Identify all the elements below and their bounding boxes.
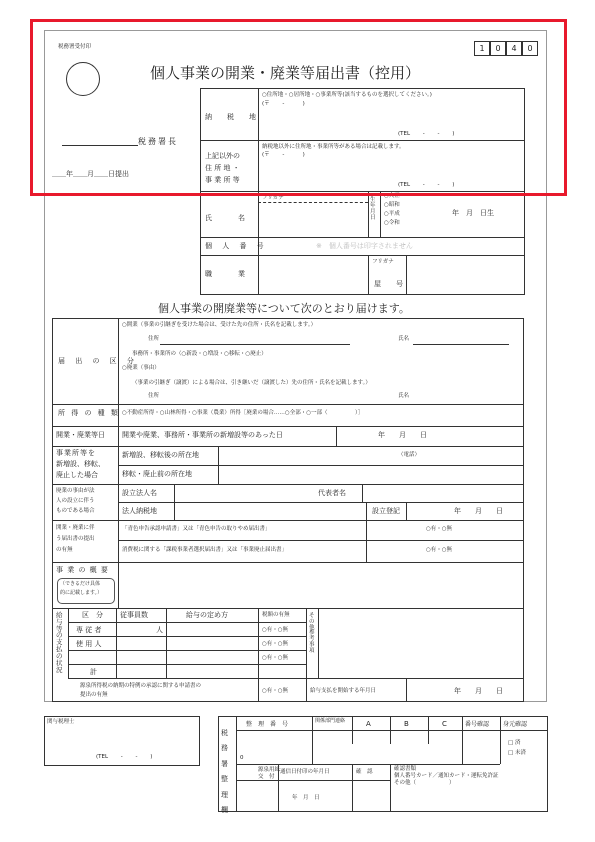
- kyuyo-row-total: 計: [90, 668, 97, 676]
- row-divider: [52, 608, 524, 609]
- mimoto-zumi-checkbox[interactable]: □ 済: [508, 740, 521, 746]
- tsushin-date-label: 通信日付印の年月日: [280, 769, 330, 775]
- setsuritsu-label: 設立登記: [372, 507, 400, 515]
- col-divider: [118, 562, 119, 608]
- aoiro-yes-no[interactable]: ○有・○無: [426, 526, 453, 532]
- row-divider: [68, 636, 306, 637]
- col-divider: [68, 608, 69, 678]
- gaiyo-label: 事 業 の 概 要: [56, 566, 109, 574]
- mynumber-note: ※ 個人番号は印字されません: [316, 242, 413, 250]
- hojin-label-3: ものである場合: [56, 508, 95, 514]
- tsushin-ymd[interactable]: 年 月 日: [292, 795, 320, 801]
- birth-label: 生年月日: [370, 197, 376, 222]
- submission-date: ＿＿年＿＿月＿＿日提出: [52, 170, 129, 178]
- mimoto-kakunin-label: 身元確認: [503, 721, 528, 728]
- other-address-label-1: 上記以外の: [205, 152, 240, 160]
- payment-start-label: 給与支払を開始する年月日: [310, 688, 377, 694]
- old-location-label: 移転・廃止前の所在地: [122, 470, 192, 478]
- other-address-label-2: 住 所 地 ・: [205, 164, 240, 172]
- row-divider: [52, 404, 524, 405]
- mynumber-label: 個 人 番 号: [205, 242, 268, 250]
- doc-number-digit: 4: [506, 41, 522, 56]
- furigana-divider: [258, 202, 368, 203]
- era-reiwa[interactable]: ○令和: [384, 220, 400, 226]
- kyuyo-row-shiyonin-tax[interactable]: ○有・○無: [262, 641, 289, 647]
- kyuyo-col-count: 従事員数: [120, 611, 148, 619]
- era-taisho[interactable]: ○大正: [384, 193, 400, 199]
- shohi-yes-no[interactable]: ○有・○無: [426, 547, 453, 553]
- gensen-label-1: 源泉所得税の納期の特例の承認に関する申請書の: [80, 683, 202, 689]
- era-heisei[interactable]: ○平成: [384, 211, 400, 217]
- col-divider: [118, 520, 119, 562]
- row-divider: [236, 730, 548, 731]
- kaigyo-address-label: 住所: [148, 336, 160, 342]
- aoiro-label: 「青色申告承認申請書」又は「青色申告の取りやめ届出書」: [122, 526, 271, 532]
- col-c-label: C: [442, 720, 447, 728]
- date-note: 開業や廃業、事務所・事業所の新増設等のあった日: [122, 431, 283, 439]
- col-divider: [118, 426, 119, 446]
- col-divider: [312, 716, 313, 764]
- shohi-label: 消費税に関する「課税事業者選択届出書」又は「事業廃止届出書」: [122, 547, 288, 553]
- row-divider: [200, 255, 525, 256]
- col-divider: [306, 608, 307, 678]
- office-change-option[interactable]: 事務所・事業所の（○新設・○増設・○移転・○廃止）: [132, 351, 267, 357]
- gaiyo-note-1: （できるだけ具体: [60, 581, 101, 587]
- col-divider: [500, 716, 501, 764]
- yago-label: 屋 号: [374, 280, 407, 288]
- kankei-bumon-label: 関係部門連絡: [315, 718, 346, 724]
- nozeichi-tel[interactable]: (TEL ‐ ‐ ): [398, 131, 455, 137]
- row-divider: [52, 446, 524, 447]
- col-divider: [336, 426, 337, 446]
- setsuritsu-ymd[interactable]: 年 月 日: [454, 507, 503, 515]
- hojin-nozeichi-label: 法人納税地: [122, 507, 157, 515]
- shinkoku-label-2: 交 付: [258, 774, 275, 780]
- highlight-box: [30, 19, 567, 196]
- kyuyo-row-blank-tax[interactable]: ○有・○無: [262, 655, 289, 661]
- birth-ymd[interactable]: 年 月 日生: [452, 209, 494, 217]
- kakunin-label: 確 認: [356, 769, 373, 775]
- col-divider: [366, 502, 367, 520]
- bango-kakunin-label: 番号確認: [465, 721, 490, 728]
- shinkoku-label-1: 源泉用紙: [258, 767, 281, 773]
- shotoku-options[interactable]: ○不動産所得・○山林所得・○事業（農業）所得［廃業の場合……○全部・○一部（ ）］: [122, 410, 364, 416]
- mimoto-mizumi-checkbox[interactable]: □ 未済: [508, 750, 526, 756]
- new-location-phone[interactable]: （電話）: [398, 452, 421, 458]
- other-address-label-3: 事 業 所 等: [205, 176, 240, 184]
- col-divider: [462, 716, 463, 764]
- col-divider: [406, 678, 407, 702]
- row-divider: [200, 237, 525, 238]
- hojin-name-label: 設立法人名: [122, 489, 157, 497]
- birth-divider: [380, 191, 381, 237]
- kyuyo-side-label: 給与等の支払の状況: [56, 611, 63, 674]
- other-address-postal[interactable]: (〒 ‐ ): [262, 152, 305, 158]
- col-divider: [306, 678, 307, 702]
- gaiyo-note-2: 的に記載します。）: [60, 590, 103, 596]
- seiri-bango-label: 整 理 番 号: [246, 721, 289, 728]
- row-divider: [68, 650, 306, 651]
- row-divider: [68, 622, 306, 623]
- nozeichi-postal[interactable]: (〒 ‐ ): [262, 101, 305, 107]
- era-showa[interactable]: ○昭和: [384, 202, 400, 208]
- row-divider: [52, 426, 524, 427]
- kyuyo-row-senju: 専 従 者: [76, 626, 102, 634]
- zeirishi-label: 関与税理士: [47, 719, 75, 725]
- col-divider: [366, 520, 367, 562]
- shorui-label-1: 開業・廃業に伴: [56, 525, 95, 531]
- daihyo-label: 代表者名: [318, 489, 346, 497]
- col-divider: [406, 502, 407, 520]
- col-divider: [258, 608, 259, 678]
- haigyo-name-label: 氏名: [398, 393, 410, 399]
- col-divider: [116, 608, 117, 678]
- payment-start-ymd[interactable]: 年 月 日: [454, 687, 503, 695]
- kaigyo-name-line: [413, 344, 509, 345]
- kyuyo-row-shiyonin: 使 用 人: [76, 640, 102, 648]
- other-address-tel[interactable]: (TEL ‐ ‐ ): [398, 182, 455, 188]
- row-divider: [118, 540, 524, 541]
- col-a-label: A: [366, 720, 371, 728]
- hojin-label-1: 廃業の事由が法: [56, 488, 95, 494]
- job-label: 職 業: [205, 270, 249, 278]
- row-divider: [118, 502, 524, 503]
- jimusho-label-3: 廃止した場合: [56, 471, 98, 479]
- kyuyo-col-kubun: 区 分: [82, 611, 103, 619]
- row-divider: [68, 664, 306, 665]
- gensen-yes-no[interactable]: ○有・○無: [262, 688, 289, 694]
- doc-number-digit: 1: [474, 41, 490, 56]
- shotoku-label: 所 得 の 種 類: [58, 409, 120, 417]
- date-label: 開業・廃業等日: [56, 431, 105, 439]
- nozeichi-options[interactable]: ○住所地・○居所地・○事業所等(該当するものを選択してください。): [262, 92, 432, 98]
- office-suffix: 税務署長: [138, 137, 178, 146]
- kakunin-shorui-label-1: 確認書類: [394, 766, 417, 772]
- col-divider: [352, 764, 353, 812]
- furigana-label: フリガナ: [262, 195, 284, 201]
- hojin-label-2: 人の設立に伴う: [56, 498, 95, 504]
- nozeichi-label: 納 税 地: [205, 113, 260, 121]
- kubun-label: 届 出 の 区 分: [58, 357, 138, 365]
- row-divider: [52, 562, 524, 563]
- kyuyo-col-method: 給与の定め方: [186, 611, 228, 619]
- col-divider: [318, 608, 319, 678]
- other-address-note: 納税地以外に住所地・事業所等がある場合は記載します。: [262, 144, 405, 150]
- doc-number-digit: 0: [522, 41, 538, 56]
- haigyo-address-label: 住所: [148, 393, 160, 399]
- subtitle: 個人事業の開廃業等について次のとおり届けます。: [158, 302, 410, 315]
- row-divider: [68, 678, 524, 679]
- new-location-label: 新増設、移転後の所在地: [122, 451, 199, 459]
- gensen-label-2: 提出の有無: [80, 692, 108, 698]
- haigyo-option[interactable]: ○廃業（事由）: [122, 365, 160, 371]
- col-b-label: B: [404, 720, 409, 728]
- kyuyo-row-senju-tax[interactable]: ○有・○無: [262, 627, 289, 633]
- shorui-label-2: う届出書の提出: [56, 536, 95, 542]
- tax-office-side-label: 税務署整理欄: [221, 729, 228, 814]
- birth-divider: [368, 191, 369, 237]
- document-title: 個人事業の開業・廃業等届出書（控用）: [150, 64, 421, 82]
- yago-furigana: フリガナ: [372, 259, 394, 265]
- row-divider: [118, 465, 524, 466]
- kaigyo-name-label: 氏名: [398, 336, 410, 342]
- zeirishi-tel[interactable]: (TEL ‐ ‐ ): [96, 754, 153, 760]
- row-divider: [236, 764, 500, 765]
- kyuyo-col-tax: 税額の有無: [262, 612, 290, 618]
- kakunin-shorui-label-2: 個人番号カード／通知カード・運転免許証: [394, 773, 499, 779]
- col-divider: [166, 608, 167, 678]
- jimusho-label-1: 事業所等を: [56, 449, 96, 457]
- kaigyo-option[interactable]: ○開業（事業の引継ぎを受けた場合は、受けた先の住所・氏名を記載します。）: [122, 322, 317, 328]
- row-divider: [236, 780, 390, 781]
- seiri-bango-zero: 0: [240, 755, 244, 761]
- date-ymd[interactable]: 年 月 日: [378, 431, 427, 439]
- col-divider: [258, 678, 259, 702]
- col-divider: [362, 484, 363, 502]
- row-divider: [52, 520, 524, 521]
- kaigyo-address-line: [160, 344, 350, 345]
- row-divider: [52, 484, 524, 485]
- name-label: 氏 名: [205, 214, 249, 222]
- haigyo-note: （事業の引継ぎ（譲渡）による場合は、引き継いだ（譲渡した）先の住所・氏名を記載します。）: [132, 380, 371, 386]
- col-divider: [390, 764, 391, 812]
- yago-divider: [406, 255, 407, 295]
- shorui-label-3: の有無: [56, 547, 73, 553]
- kyuyo-other-label: その他参考事項: [309, 613, 315, 654]
- col-divider: [278, 764, 279, 812]
- stamp-label: 税務署受付印: [58, 44, 92, 50]
- doc-number-digit: 0: [490, 41, 506, 56]
- yago-divider: [368, 255, 369, 295]
- kakunin-shorui-label-3: その他（ ）: [394, 780, 455, 786]
- jimusho-label-2: 新増設、移転、: [56, 460, 105, 468]
- kyuyo-row-senju-unit: 人: [156, 626, 163, 634]
